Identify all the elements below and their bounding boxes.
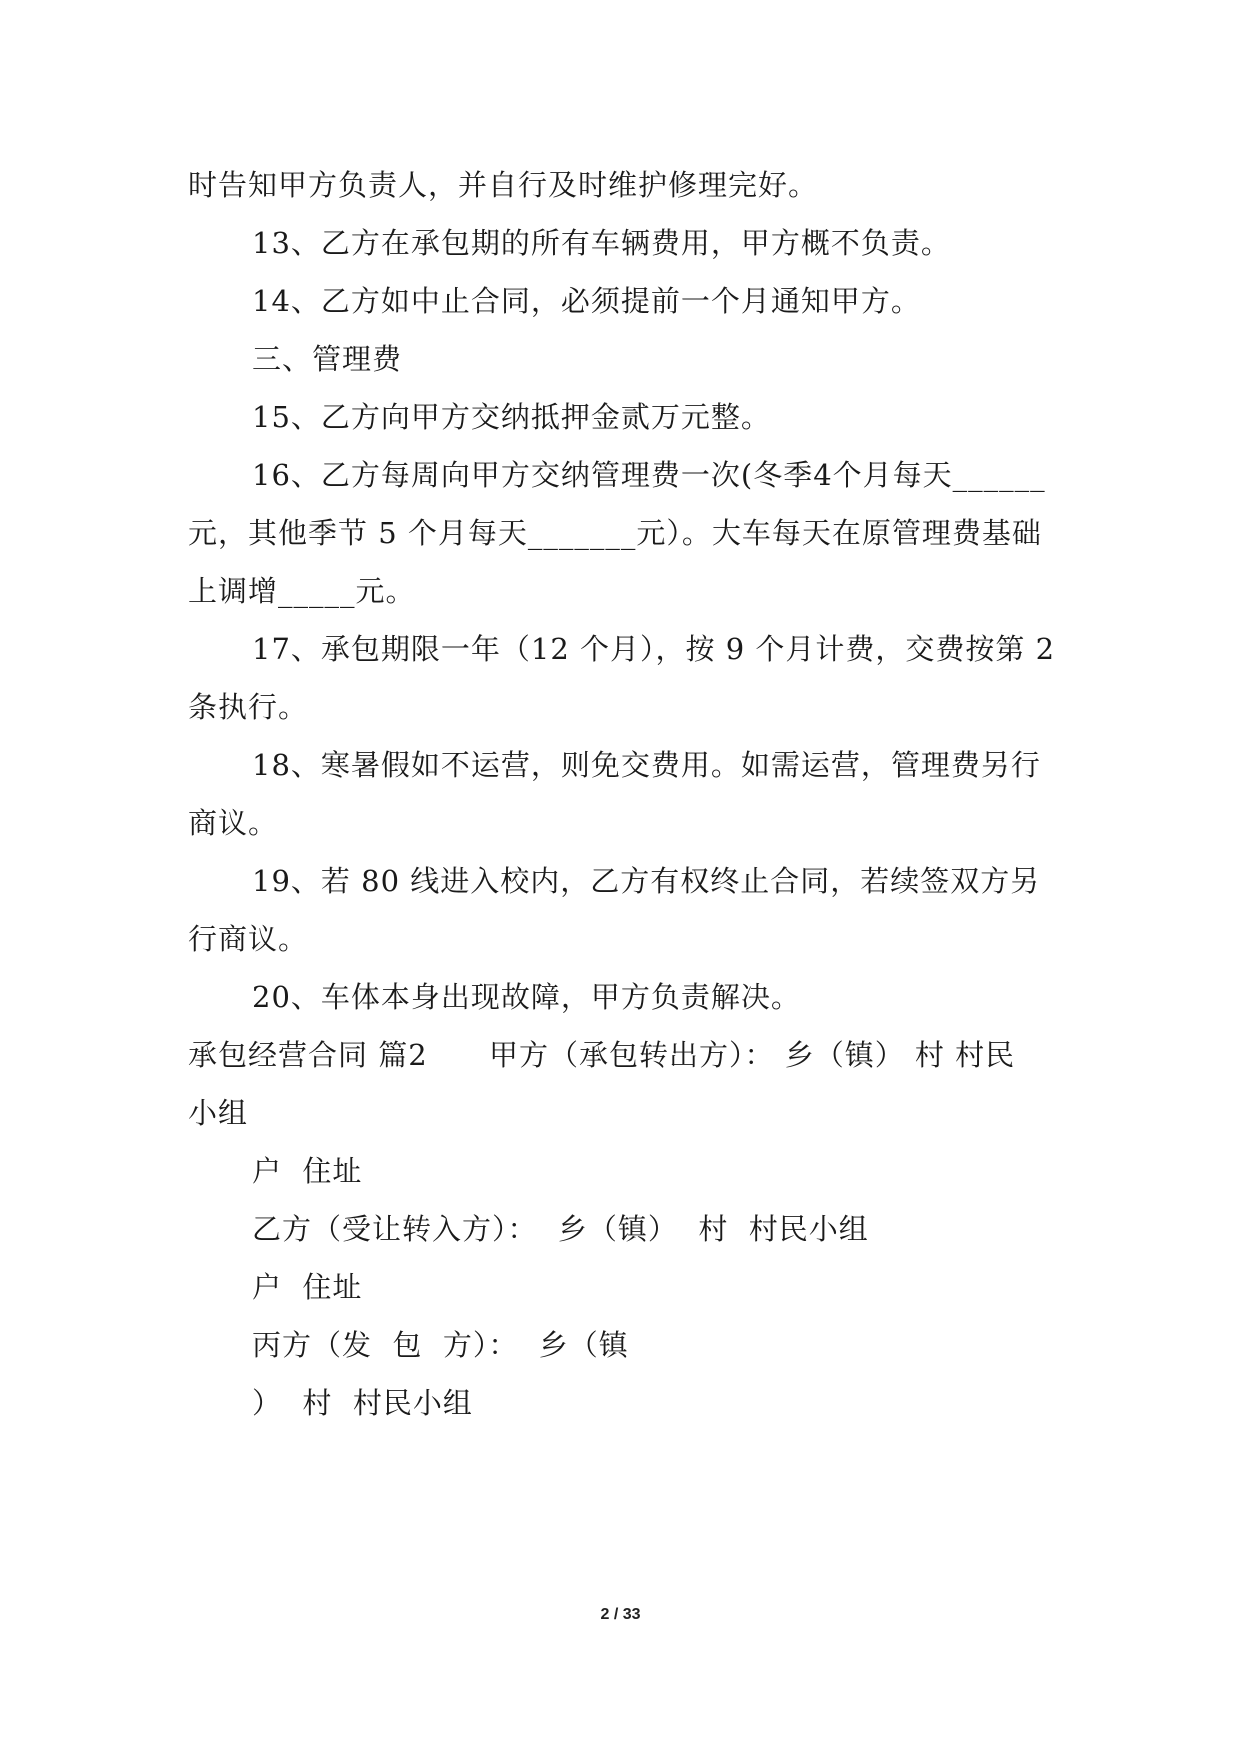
clause-15: 15、乙方向甲方交纳抵押金贰万元整。	[252, 400, 771, 434]
clause-17: 17、承包期限一年（12 个月），按 9 个月计费，交费按第 2	[252, 632, 1056, 666]
clause-18-continued: 商议。	[188, 806, 279, 840]
paragraph-line: 时告知甲方负责人，并自行及时维护修理完好。	[188, 168, 819, 202]
clause-14: 14、乙方如中止合同，必须提前一个月通知甲方。	[252, 284, 921, 318]
party-c-continued: ） 村 村民小组	[252, 1386, 473, 1420]
clause-18: 18、寒暑假如不运营，则免交费用。如需运营，管理费另行	[252, 748, 1041, 782]
clause-17-continued: 条执行。	[188, 690, 309, 724]
party-c-line: 丙方（发 包 方）： 乡（镇	[252, 1328, 629, 1362]
party-a-address: 户 住址	[252, 1154, 363, 1188]
page-number: 2 / 33	[600, 1606, 641, 1623]
clause-20: 20、车体本身出现故障，甲方负责解决。	[252, 980, 801, 1014]
party-a-group: 小组	[188, 1096, 249, 1130]
clause-13: 13、乙方在承包期的所有车辆费用，甲方概不负责。	[252, 226, 951, 260]
clause-19-continued: 行商议。	[188, 922, 309, 956]
section-heading-management-fee: 三、管理费	[252, 342, 403, 376]
contract-2-heading: 承包经营合同 篇2 甲方（承包转出方）： 乡（镇） 村 村民	[188, 1038, 1016, 1072]
clause-19: 19、若 80 线进入校内，乙方有权终止合同，若续签双方另	[252, 864, 1041, 898]
party-b-address: 户 住址	[252, 1270, 363, 1304]
clause-16: 16、乙方每周向甲方交纳管理费一次(冬季4个月每天______	[252, 458, 1046, 492]
clause-16-continued: 元，其他季节 5 个月每天_______元）。大车每天在原管理费基础	[188, 516, 1042, 550]
clause-16-continued: 上调增_____元。	[188, 574, 416, 608]
party-b-line: 乙方（受让转入方）： 乡（镇） 村 村民小组	[252, 1212, 869, 1246]
